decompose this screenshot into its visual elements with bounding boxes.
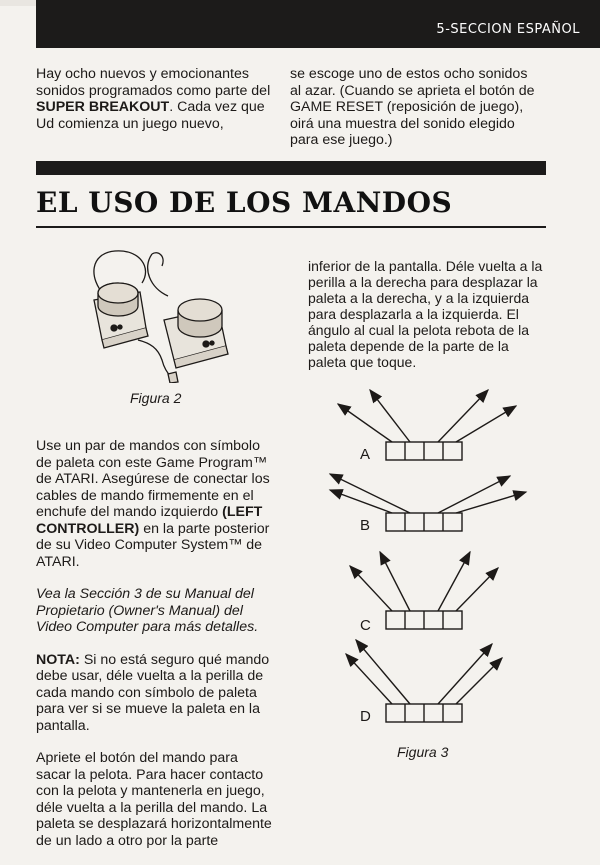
note-label: NOTA: [36, 651, 80, 668]
intro-left-column [36, 66, 276, 148]
manual-reference-paragraph: Vea la Sección 3 de su Manual del Propietario (Owner's Manual) del Video Computer para más detalles. [36, 586, 259, 635]
controllers-illustration [80, 248, 250, 383]
header-bar [36, 0, 600, 48]
game-name: SUPER BREAKOUT [36, 99, 170, 115]
left-controller-label: (LEFT CONTROLLER) [36, 504, 263, 537]
section-title: EL USO DE LOS MANDOS [36, 186, 453, 219]
note-paragraph: NOTA: Si no está seguro qué mando debe usar, déle vuelta a la perilla de cada mando con símbolo de paleta para ver si se mueve la paleta en la pantalla. [36, 651, 270, 734]
diagram-label-c: C [360, 617, 371, 634]
serve-paragraph: Apriete el botón del mando para sacar la pelota. Para hacer contacto con la pelota y mantenerla en juego, déle vuelta a la perilla del mando. La paleta se desplazará horizontalmente de un lado a otro por la parte [36, 750, 272, 849]
section-divider-bar [36, 161, 546, 175]
figure-2-caption: Figura 2 [130, 390, 182, 406]
right-column-paragraph: inferior de la pantalla. Déle vuelta a la perilla a la derecha para desplazar la paleta a la derecha, y a la izquierda para desplazarla a la izquierda. El ángulo al cual la pelota rebota de la paleta depende de la parte de la paleta que toque. [308, 258, 543, 370]
controller-paragraph: Use un par de mandos con símbolo de paleta con este Game Program™ de ATARI. Asegúrese de conectar los cables de mando firmemente en el enchufe del mando izquierdo (LEFT CONTROLLER) en la parte posterior de su Video Computer System™ de ATARI. [36, 438, 270, 570]
figure-3-caption: Figura 3 [397, 744, 449, 760]
diagram-label-a: A [360, 446, 371, 463]
diagram-label-d: D [360, 708, 371, 725]
paddle-angle-diagram [320, 378, 550, 738]
diagram-label-b: B [360, 517, 371, 534]
title-underline [36, 226, 546, 228]
right-column [308, 258, 548, 386]
intro-right-column [290, 66, 540, 165]
section-label: 5-SECCION ESPAÑOL [436, 22, 580, 37]
left-column [36, 438, 276, 865]
intro-paragraph: Hay ocho nuevos y emocionantes sonidos programados como parte del SUPER BREAKOUT. Cada vez que Ud comienza un juego nuevo, [36, 66, 271, 132]
intro-paragraph-continued: se escoge uno de estos ocho sonidos al azar. (Cuando se aprieta el botón de GAME RESET (reposición de juego), oirá una muestra del sonido elegido para ese juego.) [290, 66, 535, 148]
